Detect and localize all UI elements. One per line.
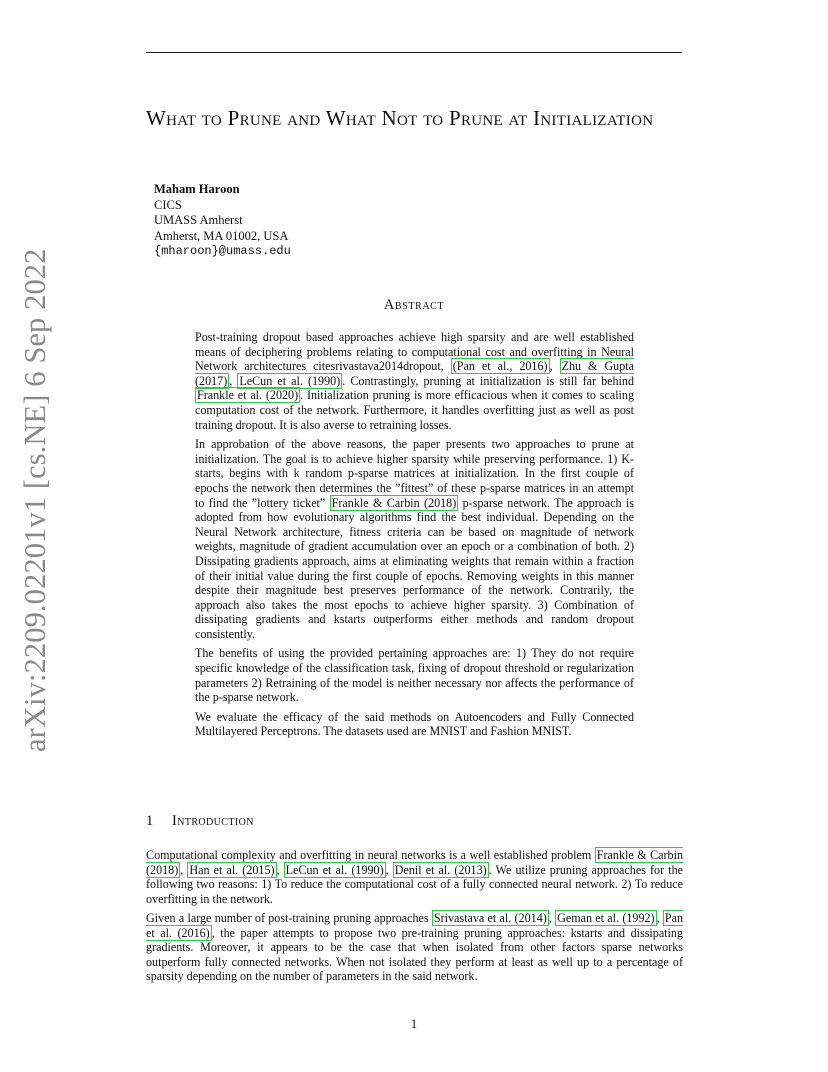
abstract-paragraph-1: Post-training dropout based approaches achieve high sparsity and are well established means of deciphering problems relating to computational cost and overfitting in Neural Network architectures citesrivastava2014dropout, (Pan et al., 2016) , Zhu & Gupta (2017) , LeCun et al. (1990) . Contrastingly, pruning at initialization is still far behind Frankle et al. (2020) . Initialization pruning is more efficacious when it comes to scaling computation cost of the network. Furthermore, it handles overfitting just as well as post training dropout. It is also averse to retraining losses. [195, 330, 635, 432]
abstract-paragraph-3: The benefits of using the provided pertaining approaches are: 1) They do not require specific knowledge of the classification task, fixing of dropout threshold or regularization parameters 2) Retraining of the model is neither necessary nor affects the performance of the p-sparse network. [195, 646, 634, 705]
page-number: 1 [410, 1017, 418, 1031]
paper-title: What to Prune and What Not to Prune at Initialization [146, 106, 654, 130]
abstract-paragraph-2: In approbation of the above reasons, the paper presents two approaches to prune at initialization. The goal is to achieve higher sparsity while preserving performance. 1) K-starts, begins with k random p-sparse matrices at initialization. In the first couple of epochs the network then determines the ”fittest” of these p-sparse matrices in an attempt to find the ”lottery ticket” Frankle & Carbin (2018) p-sparse network. The approach is adopted from how evolutionary algorithms find the best individual. Depending on the Neural Network architecture, fitness criteria can be based on magnitude of network weights, magnitude of gradient accumulation over an epoch or a combination of both. 2) Dissipating gradients approach, aims at eliminating weights that remain within a fraction of their initial value during the first couple of epochs. Removing weights in this manner despite their magnitude best preserves performance of the network. Contrarily, the approach also takes the most epochs to achieve higher sparsity. 3) Combination of dissipating gradients and kstarts outperforms either methods and random dropout consistently. [195, 437, 635, 641]
author-name: Maham Haroon [154, 182, 240, 196]
citation-link[interactable]: Zhu & Gupta (2017) [195, 359, 634, 388]
introduction-body [146, 848, 683, 989]
citation-link[interactable]: Frankle & Carbin (2018) [146, 848, 683, 877]
citation-link[interactable]: Pan et al. (2016) [146, 911, 684, 940]
intro-paragraph-2: Given a large number of post-training pruning approaches Srivastava et al. (2014) , Geman et al. (1992) , Pan et al. (2016) , the paper attempts to propose two pre-training pruning approaches: kstarts and dissipating gradients. Moreover, it appears to be the case that when isolated from other factors sparse networks outperform fully connected networks. When not isolated they perform at least as well up to a percentage of sparsity depending on the number of parameters in the said network. [146, 911, 684, 983]
citation-link[interactable]: Frankle & Carbin (2018) [331, 495, 457, 510]
author-block [154, 182, 291, 260]
author-email: {mharoon}@umass.edu [154, 244, 291, 258]
arxiv-identifier-stamp: arXiv:2209.02201v1 [cs.NE] 6 Sep 2022 [18, 248, 52, 752]
citation-link[interactable]: Geman et al. (1992) [557, 911, 655, 925]
citation-link[interactable]: Han et al. (2015) [189, 862, 275, 877]
citation-link[interactable]: Srivastava et al. (2014) [433, 911, 547, 925]
citation-link[interactable]: LeCun et al. (1990) [285, 862, 384, 877]
intro-paragraph-1: Computational complexity and overfitting in neural networks is a well established problem Frankle & Carbin (2018) , Han et al. (2015) , LeCun et al. (1990) , Denil et al. (2013) . We utilize pruning approaches for the following two reasons: 1) To reduce the computational cost of a fully connected neural network. 2) To reduce overfitting in the network. [146, 848, 683, 906]
author-institution: UMASS Amherst [154, 213, 243, 227]
abstract-paragraph-4: We evaluate the efficacy of the said methods on Autoencoders and Fully Connected Multilayered Perceptrons. The datasets used are MNIST and Fashion MNIST. [195, 709, 634, 739]
citation-link[interactable]: Frankle et al. (2020) [197, 388, 299, 403]
citation-link[interactable]: Denil et al. (2013) [394, 862, 487, 877]
section-heading-introduction [146, 813, 254, 830]
citation-link[interactable]: LeCun et al. (1990) [239, 373, 341, 388]
top-rule [146, 52, 682, 53]
section-number: 1 [146, 813, 154, 829]
abstract-heading: Abstract [383, 297, 445, 313]
author-department: CICS [154, 197, 182, 212]
author-address: Amherst, MA 01002, USA [154, 228, 289, 243]
abstract [195, 330, 634, 744]
section-title: Introduction [172, 813, 254, 829]
citation-link[interactable]: (Pan et al., 2016) [452, 359, 548, 374]
